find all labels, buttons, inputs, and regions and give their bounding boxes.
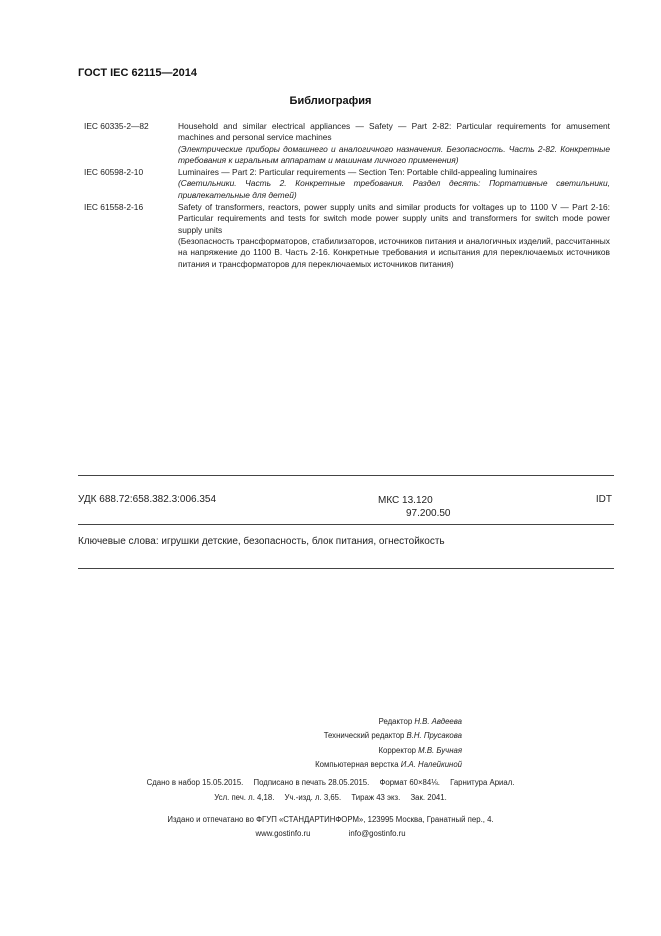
credit-role: Компьютерная верстка <box>315 759 399 769</box>
entry-code: IEC 60335-2—82 <box>84 121 149 131</box>
credit-name: Н.В. Авдеева <box>414 717 462 726</box>
credit-line <box>150 715 462 729</box>
idt-label: IDT <box>595 494 612 505</box>
publisher-line: Издано и отпечатано во ФГУП «СТАНДАРТИНФОРМ», 123995 Москва, Гранатный пер., 4. <box>167 815 494 824</box>
divider-bottom <box>78 568 614 569</box>
entry-title-en: Household and similar electrical appliances — Safety — Part 2-82: Particular requirements for amusement machines and personal service machines <box>178 121 610 143</box>
entry-title-ru: (Электрические приборы домашнего и аналогичного назначения. Безопасность. Часть 2-82. Конкретные требования к игральным аппаратам и машинам личного применения) <box>178 143 610 165</box>
entry-title-ru: (Безопасность трансформаторов, стабилизаторов, источников питания и аналогичных изделий, рассчитанных на напряжение до 1100 В. Часть 2-16. Конкретные требования и испытания для переключаемых источников питания и трансформаторов для переключаемых источников питания) <box>178 235 610 269</box>
bibliography-entry <box>84 167 610 201</box>
entry-text <box>178 167 610 201</box>
print-sheets: Усл. печ. л. 4,18. <box>214 793 275 802</box>
print-run: Тираж 43 экз. <box>351 793 401 802</box>
credit-name: И.А. Налейкиной <box>400 759 462 769</box>
divider-middle <box>78 524 614 525</box>
credit-role: Технический редактор <box>323 731 405 741</box>
divider-top <box>78 475 614 476</box>
credit-role: Корректор <box>378 745 416 755</box>
credit-name: В.Н. Прусакова <box>406 731 462 741</box>
entry-code: IEC 61558-2-16 <box>84 202 144 213</box>
bibliography-title: Библиография <box>289 95 372 107</box>
credits <box>150 715 462 772</box>
publisher-sheets: Уч.-изд. л. 3,65. <box>284 793 342 802</box>
credit-name: М.В. Бучная <box>418 745 462 755</box>
credit-role: Редактор <box>378 717 413 726</box>
typeface: Гарнитура Ариал. <box>450 778 515 787</box>
credit-line <box>150 758 462 772</box>
website-link[interactable]: www.gostinfo.ru <box>255 829 311 838</box>
entry-title-ru: (Светильники. Часть 2. Конкретные требования. Раздел десять: Портативные светильники, привлекательные для детей) <box>178 178 610 200</box>
mks-line-1: МКС 13.120 <box>378 495 433 506</box>
order-number: Зак. 2041. <box>410 793 447 802</box>
bibliography-entry <box>84 202 610 270</box>
entry-text <box>178 202 610 270</box>
printing-line-1 <box>0 778 661 787</box>
mks-code <box>378 494 451 520</box>
entry-code: IEC 60598-2-10 <box>84 167 144 178</box>
credit-line <box>150 744 462 758</box>
udk-code: УДК 688.72:658.382.3:006.354 <box>78 494 217 505</box>
paper-format: Формат 60×84⅛. <box>379 778 440 787</box>
signed-date: Подписано в печать 28.05.2015. <box>253 778 370 787</box>
credit-line <box>150 729 462 743</box>
bibliography-list <box>84 121 610 271</box>
keywords: Ключевые слова: игрушки детские, безопасность, блок питания, огнестойкость <box>78 536 445 547</box>
entry-title-en: Luminaires — Part 2: Particular requirements — Section Ten: Portable child-appealing luminaires <box>178 167 538 178</box>
mks-line-2: 97.200.50 <box>406 508 451 519</box>
standard-header: ГОСТ IEC 62115—2014 <box>78 67 197 79</box>
entry-title-en: Safety of transformers, reactors, power supply units and similar products for voltages up to 1100 V — Part 2-16: Particular requirements and tests for switch mode power supply units and transformers for switch mode power supply units <box>178 202 610 235</box>
printing-line-2 <box>0 793 661 802</box>
bibliography-entry <box>84 121 610 166</box>
entry-text <box>178 121 610 166</box>
submitted-date: Сдано в набор 15.05.2015. <box>146 778 244 787</box>
email-link[interactable]: info@gostinfo.ru <box>348 829 406 838</box>
publisher-contacts <box>0 829 661 838</box>
